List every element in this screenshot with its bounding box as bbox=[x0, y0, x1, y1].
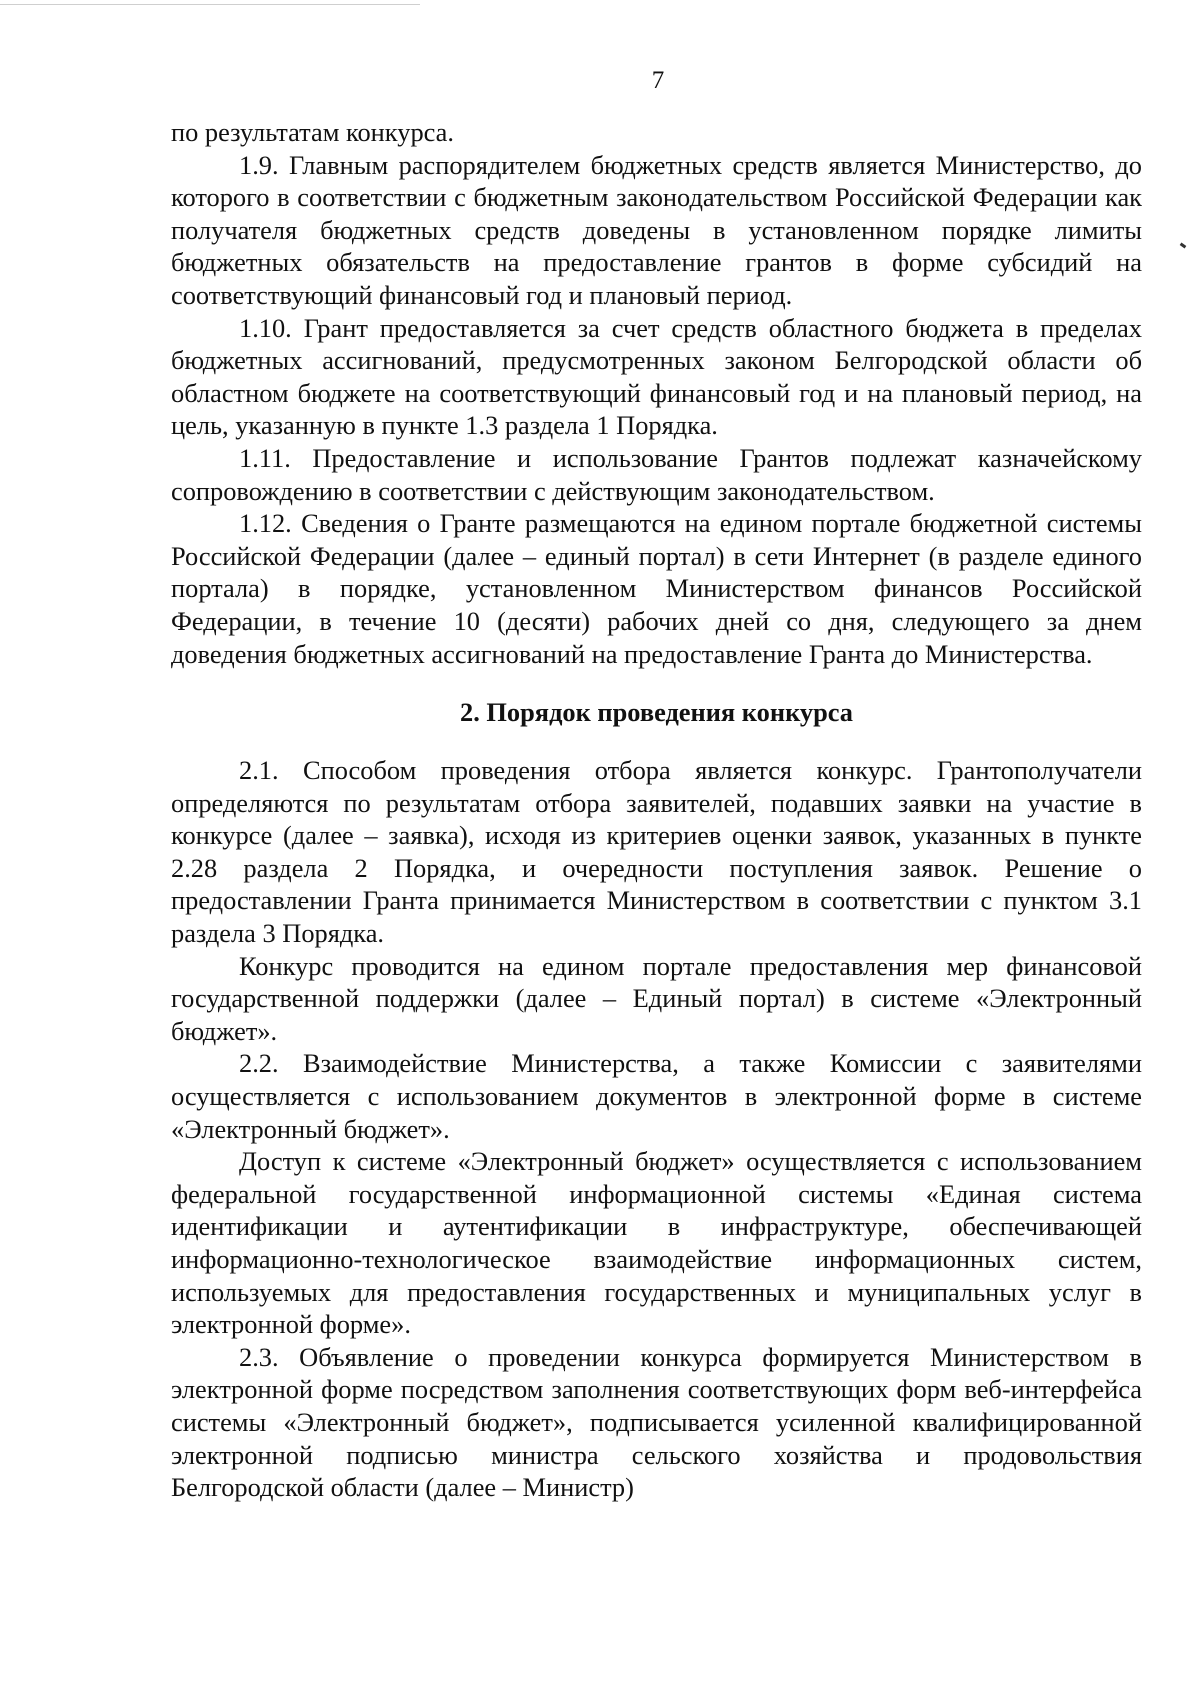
scan-mark bbox=[1180, 243, 1187, 249]
paragraph-1-11: 1.11. Предоставление и использование Грантов подлежат казначейскому сопровождению в соответствии с действующим законодательством. bbox=[171, 442, 1142, 506]
paragraph-1-9: 1.9. Главным распорядителем бюджетных средств является Министерство, до которого в соответствии с бюджетным законодательством Российской Федерации как получателя бюджетных средств доведены в установленном порядке лимиты бюджетных обязательств на предоставление грантов в форме субсидий на соответствующий финансовый год и плановый период. bbox=[171, 149, 1142, 310]
paragraph-contest-portal: Конкурс проводится на едином портале предоставления мер финансовой государственной поддержки (далее – Единый портал) в системе «Электронный бюджет». bbox=[171, 950, 1142, 1046]
paragraph-1-10: 1.10. Грант предоставляется за счет средств областного бюджета в пределах бюджетных ассигнований, предусмотренных законом Белгородской области об областном бюджете на соответствующий финансовый год и на плановый период, на цель, указанную в пункте 1.3 раздела 1 Порядка. bbox=[171, 312, 1142, 441]
section-heading: 2. Порядок проведения конкурса bbox=[460, 697, 853, 728]
paragraph-2-3: 2.3. Объявление о проведении конкурса формируется Министерством в электронной форме посредством заполнения соответствующих форм веб-интерфейса системы «Электронный бюджет», подписывается усиленной квалифицированной электронной подписью министра сельского хозяйства и продовольствия Белгородской области (далее – Министр) bbox=[171, 1341, 1142, 1503]
paragraph-2-2: 2.2. Взаимодействие Министерства, а также Комиссии с заявителями осуществляется с использованием документов в электронной форме в системе «Электронный бюджет». bbox=[171, 1048, 1142, 1144]
page-number: 7 bbox=[651, 67, 665, 94]
document-body bbox=[171, 116, 1142, 1504]
paragraph-1-12: 1.12. Сведения о Гранте размещаются на едином портале бюджетной системы Российской Федерации (далее – единый портал) в сети Интернет (в разделе единого портала) в порядке, установленном Министерством финансов Российской Федерации, в течение 10 (десяти) рабочих дней со дня, следующего за днем доведения бюджетных ассигнований на предоставление Гранта до Министерства. bbox=[171, 508, 1142, 669]
scan-edge-line bbox=[0, 4, 420, 5]
paragraph-continuation: по результатам конкурса. bbox=[171, 117, 454, 147]
paragraph-2-1: 2.1. Способом проведения отбора является конкурс. Грантополучатели определяются по результатам отбора заявителей, подавших заявки на участие в конкурсе (далее – заявка), исходя из критериев оценки заявок, указанных в пункте 2.28 раздела 2 Порядка, и очередности поступления заявок. Решение о предоставлении Гранта принимается Министерством в соответствии с пунктом 3.1 раздела 3 Порядка. bbox=[171, 755, 1142, 949]
paragraph-access: Доступ к системе «Электронный бюджет» осуществляется с использованием федеральной государственной информационной системы «Единая система идентификации и аутентификации в инфраструктуре, обеспечивающей информационно-технологическое взаимодействие информационных систем, используемых для предоставления государственных и муниципальных услуг в электронной форме». bbox=[171, 1146, 1142, 1340]
